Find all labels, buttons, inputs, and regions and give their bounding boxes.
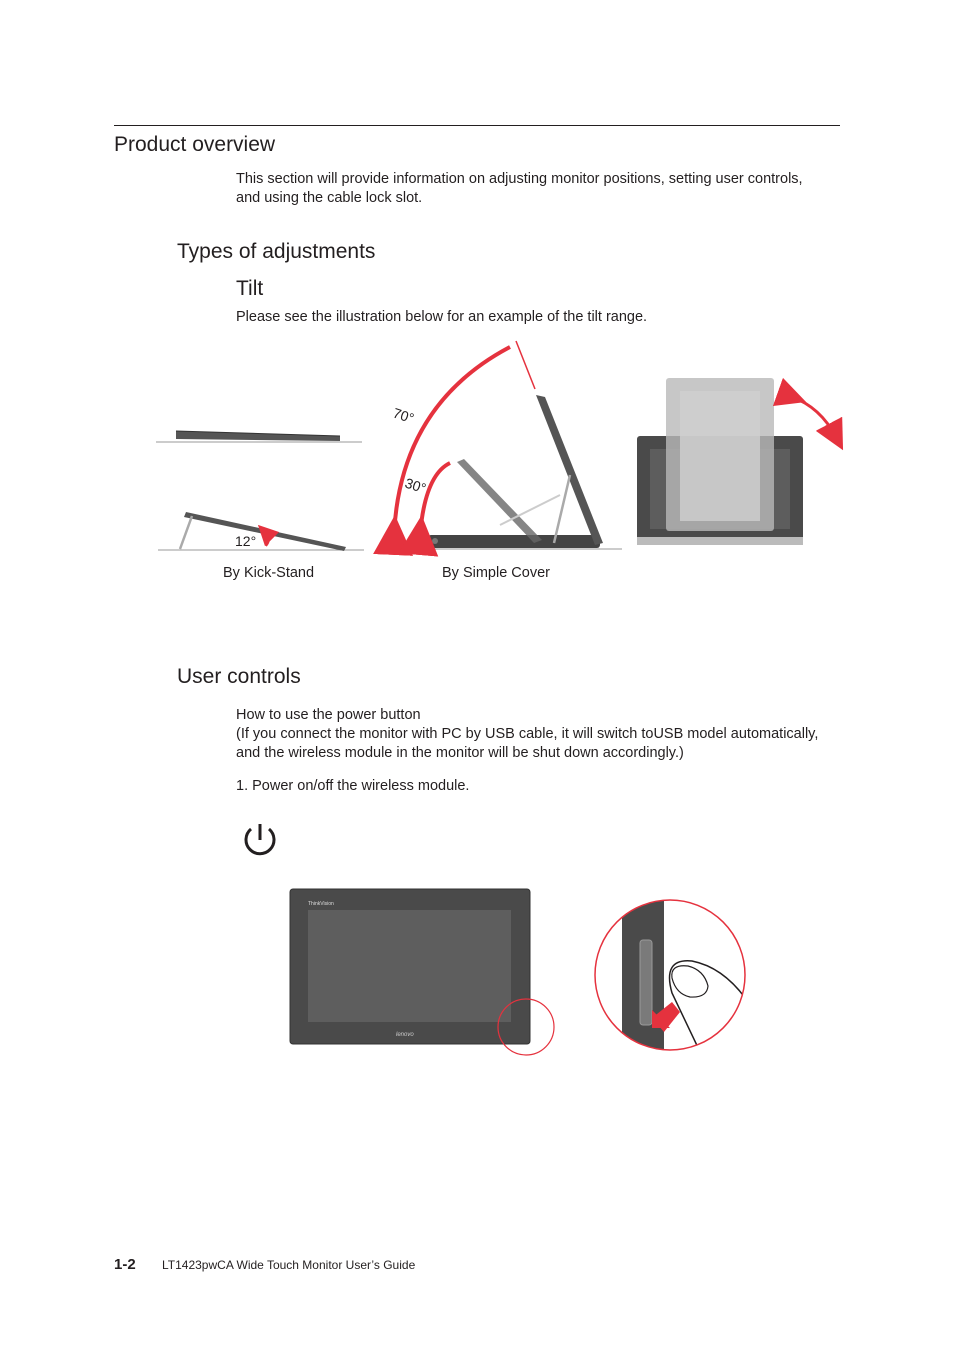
caption-cover: By Simple Cover [442, 565, 550, 581]
kickstand-flat-device [156, 431, 362, 442]
user-controls-title: User controls [177, 665, 301, 688]
adjustments-title: Types of adjustments [177, 240, 376, 263]
tilt-title: Tilt [236, 277, 264, 300]
cover-min-angle-label: 30° [403, 474, 429, 497]
section-intro: This section will provide information on adjusting monitor positions, setting user controls, and using the cable lock slot. [236, 171, 803, 206]
monitor-brand-label: ThinkVision [308, 901, 334, 907]
kickstand-angle-label: 12° [235, 533, 257, 549]
power-button-zoom [592, 898, 750, 1056]
cover-stand-device [378, 341, 622, 549]
monitor-maker-label: lenovo [396, 1032, 414, 1038]
cover-max-angle-label: 70° [391, 404, 417, 427]
section-title: Product overview [114, 133, 276, 156]
power-heading: How to use the power button [236, 707, 421, 723]
step-1: 1. Power on/off the wireless module. [236, 778, 470, 794]
caption-kickstand: By Kick-Stand [223, 565, 315, 581]
tilt-description: Please see the illustration below for an example of the tilt range. [236, 309, 648, 325]
power-instructions [236, 706, 836, 763]
tilt-illustration [150, 335, 850, 560]
guide-title: LT1423pwCA Wide Touch Monitor User’s Guide [162, 1258, 416, 1272]
monitor-front-illustration [288, 887, 558, 1059]
power-icon [240, 820, 280, 860]
kickstand-tilted-device [158, 512, 364, 551]
page-number: 1-2 [114, 1256, 136, 1273]
section-rule [114, 125, 840, 126]
rotation-device [637, 378, 836, 545]
power-button[interactable] [640, 940, 652, 1025]
power-note: (If you connect the monitor with PC by USB cable, it will switch toUSB model automatically, and the wireless module in the monitor will be shut down accordingly.) [236, 726, 819, 761]
